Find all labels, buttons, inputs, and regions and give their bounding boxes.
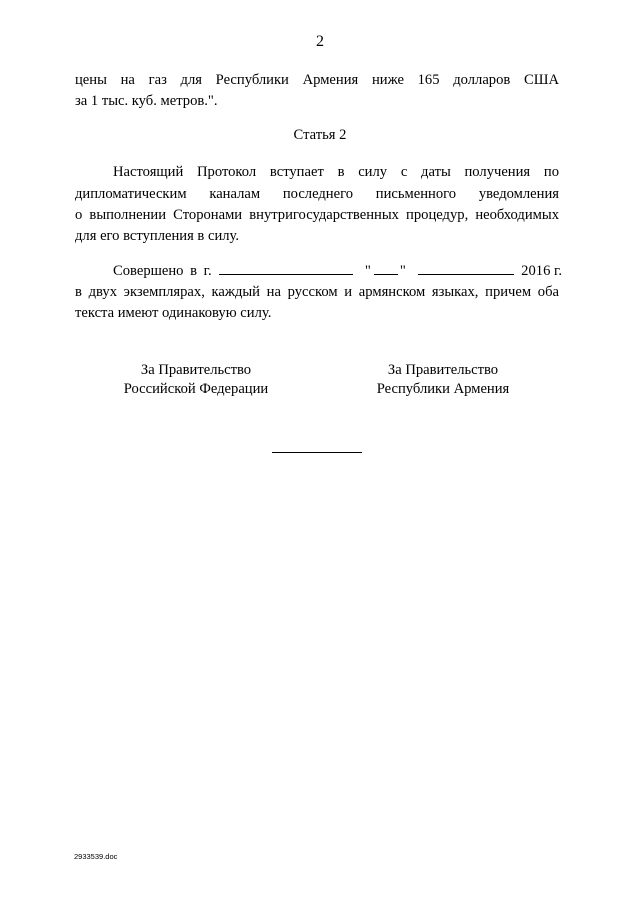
quote-close: "	[399, 263, 406, 279]
continuation-line-1: цены на газ для Республики Армения ниже 165 долларов США	[75, 72, 559, 88]
page-number: 2	[316, 33, 324, 50]
signature-block-russia	[96, 361, 296, 399]
done-line-2: в двух экземплярах, каждый на русском и армянском языках, причем оба	[75, 284, 559, 300]
city-blank	[219, 263, 353, 275]
quote-open: "	[364, 263, 371, 279]
article-line-1: Настоящий Протокол вступает в силу с даты получения по	[113, 164, 559, 180]
signature-left-line-2: Российской Федерации	[123, 381, 269, 397]
article-line-2: дипломатическим каналам последнего письменного уведомления	[75, 186, 559, 202]
signature-right-line-2: Республики Армения	[376, 381, 510, 397]
signature-block-armenia	[343, 361, 543, 399]
article-line-4: для его вступления в силу.	[75, 228, 240, 244]
month-blank	[418, 263, 514, 275]
done-prefix: Совершено в г.	[113, 263, 212, 279]
signature-right-line-1: За Правительство	[387, 362, 499, 378]
article-heading: Статья 2	[293, 127, 347, 143]
done-line-1	[113, 263, 562, 280]
continuation-line-2: за 1 тыс. куб. метров.".	[75, 93, 218, 109]
year-text: 2016 г.	[521, 263, 562, 279]
done-line-3: текста имеют одинаковую силу.	[75, 305, 272, 321]
closing-rule	[272, 452, 362, 453]
day-blank	[374, 263, 398, 275]
footer-filename: 2933539.doc	[74, 852, 118, 861]
article-line-3: о выполнении Сторонами внутригосударственных процедур, необходимых	[75, 207, 559, 223]
signature-left-line-1: За Правительство	[140, 362, 252, 378]
